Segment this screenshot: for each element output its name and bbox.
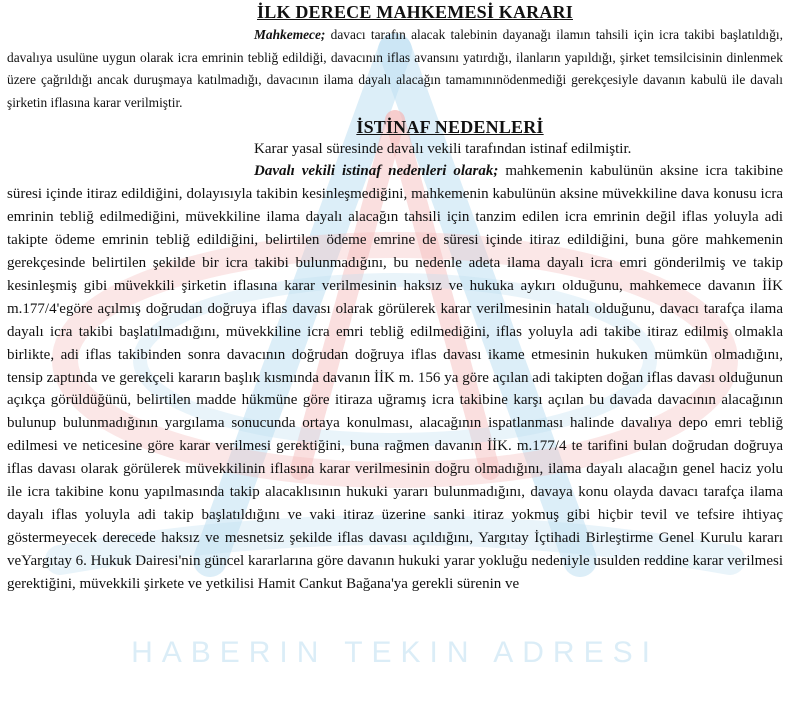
section-paragraph-istinaf: [7, 160, 783, 595]
section-title-ilk-derece: İLK DERECE MAHKEMESİ KARARI: [257, 2, 573, 22]
paragraph-lead: Davalı vekili istinaf nedenleri olarak;: [254, 163, 499, 180]
paragraph-text: davacı tarafın alacak talebinin dayanağı ilamın tahsili için icra takibi başlatıldığı, davalıya usulüne uygun olarak icra emrinin tebliğ edildiği, davacının iflas avansını yatırdığı, ilanların yapıldığı, şirket temsilcisinin dinlenmek üzere çağrıldığı ancak duruşmaya katılmadığı, davacının ilama dayalı alacağın tamamınınödenmediği gerekçesiyle davanın kabulü ile davalı şirketin iflasına karar verilmiştir.: [7, 27, 783, 110]
watermark-text: HABERIN TEKIN ADRESI: [131, 636, 659, 669]
paragraph-lead: Mahkemece;: [254, 27, 326, 42]
section-intro: Karar yasal süresinde davalı vekili tarafından istinaf edilmiştir.: [254, 141, 632, 158]
paragraph-text: mahkemenin kabulünün aksine icra takibine süresi içinde itiraz edildiğini, dolayısıyla takibin kesinleşmediğini, mahkemenin kabulünün aksine müvekkiline dava konusu icra emrinin tebliğ edilmediğini, müvekkiline ilama dayalı alacağın tahsili için tanzim edilen icra emrinin değil iflas yoluyla adi takipte ödeme emrinin tebliğ edildiğini, belirtilen ödeme emrine de süresi içinde itiraz edildiğini, buna göre mahkemenin gerekçesinde belirtilen şekilde bir icra takibi bulunmadığını, bu nedenle adeta ilama dayalı icra emri gönderilmiş ve takip kesinleşmiş gibi müvekkili şirketin iflasına karar verilmesinin haksız ve hukuka aykırı olduğunu, mahkemece davanın İİK m.177/4'egöre açılmış doğrudan doğruya iflas davası olarak görülerek karar verilmesinin hatalı olduğunu, davacı tarafça ilama dayalı icra takibi başlatılmadığını, müvekkiline icra emri tebliğ edilmediğini, iflas yoluyla adi takibe itiraz edilmiş olmakla birlikte, adi iflas takibinden sonra davacının doğrudan doğruya iflas davası ikame etmesinin hukuken mümkün olmadığını, tensip zaptında ve gerekçeli kararın başlık kısmında davanın İİK m. 156 ya göre açılan adi takipten doğan iflas davası olduğunun açıkça görüldüğünü, belirtilen madde hükmüne göre itiraza uğramış icra takibine karşı açılan bu davada davacının alacağının bulunup bulunmadığının yargılama sonucunda ortaya konulması, alacağının ispatlanması halinde davalıya depo emri tebliğ edilmesi ve neticesine göre karar verilmesi gerektiğini, buna rağmen davanın İİK. m.177/4 te tarifini bulan doğrudan doğruya iflas davası olarak görülerek müvekkilinin iflasına karar verilmesinin doğru olmadığını, ilama dayalı alacağın genel haciz yolu ile icra takibine konu yapılmasında takip alacaklısının hukuki yararı bulunmadığını, davaya konu olayda davacı tarafça ilama dayalı iflas yoluyla adi takip başlatıldığını ve vaki itiraz üzerine sanki itiraz yokmuş gibi hiçbir tevil ve tefsire ihtiyaç göstermeyecek derecede haksız ve mesnetsiz şekilde iflas davası açıldığını, Yargıtay İçtihadi Birleştirme Genel Kurulu kararı veYargıtay 6. Hukuk Dairesi'nin güncel kararlarına göre davanın hukuki yarar yokluğu nedeniyle usulden reddine karar verilmesi gerektiğini, müvekkili şirkete ve yetkilisi Hamit Cankut Bağana'ya gerekli sürenin ve: [7, 163, 784, 592]
section-title-istinaf: İSTİNAF NEDENLERİ: [356, 117, 544, 138]
section-paragraph-mahkeme: [7, 24, 783, 114]
